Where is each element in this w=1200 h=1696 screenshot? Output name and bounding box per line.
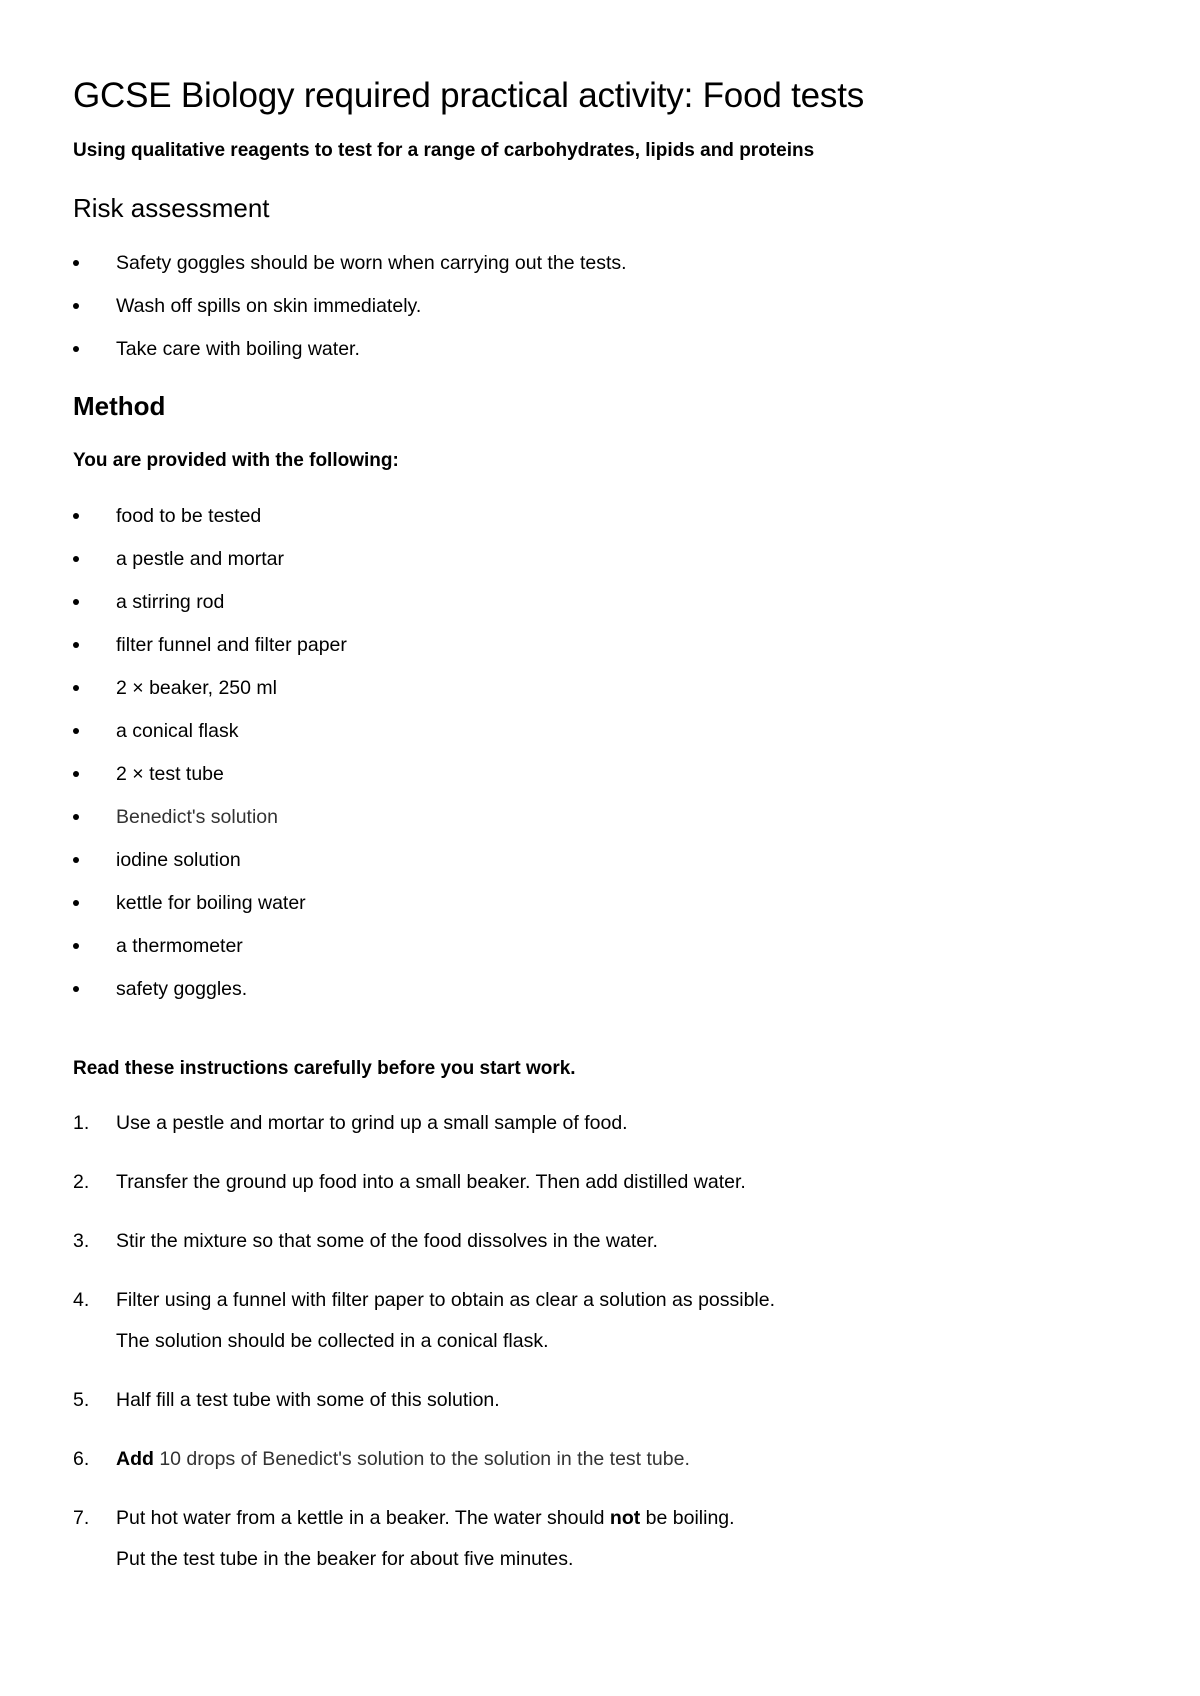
list-item xyxy=(73,847,1133,873)
bullet-icon xyxy=(73,556,79,562)
step-emphasis: Add xyxy=(116,1448,154,1470)
bullet-icon xyxy=(73,900,79,906)
list-item-text: a thermometer xyxy=(116,935,243,957)
risk-assessment-list xyxy=(73,250,1133,362)
step-text: Transfer the ground up food into a small beaker. Then add distilled water. xyxy=(116,1171,746,1193)
list-item xyxy=(73,976,1133,1002)
step-number: 2. xyxy=(73,1171,90,1193)
step-number: 5. xyxy=(73,1389,90,1411)
step-item xyxy=(73,1387,1133,1413)
list-item-text: 2 × beaker, 250 ml xyxy=(116,677,277,699)
step-number: 4. xyxy=(73,1289,90,1311)
instructions-heading: Read these instructions carefully before you start work. xyxy=(73,1058,576,1079)
list-item xyxy=(73,589,1133,615)
step-number: 7. xyxy=(73,1507,90,1529)
bullet-icon xyxy=(73,814,79,820)
step-number: 3. xyxy=(73,1230,90,1252)
list-item-text: iodine solution xyxy=(116,849,241,871)
document-title: GCSE Biology required practical activity: Food tests xyxy=(73,76,865,115)
step-item xyxy=(73,1110,1133,1136)
list-item-text: 2 × test tube xyxy=(116,763,224,785)
step-text-continued: Put the test tube in the beaker for about five minutes. xyxy=(116,1548,574,1570)
list-item-text: kettle for boiling water xyxy=(116,892,306,914)
step-item xyxy=(73,1505,1133,1572)
list-item xyxy=(73,933,1133,959)
list-item xyxy=(73,804,1133,830)
step-text: Put hot water from a kettle in a beaker. The water should xyxy=(116,1507,610,1529)
equipment-list xyxy=(73,503,1133,1002)
document-page xyxy=(73,72,1133,1605)
bullet-icon xyxy=(73,513,79,519)
bullet-icon xyxy=(73,346,79,352)
list-item xyxy=(73,250,1133,276)
bullet-icon xyxy=(73,728,79,734)
bullet-icon xyxy=(73,260,79,266)
list-item-text: Wash off spills on skin immediately. xyxy=(116,295,422,317)
list-item xyxy=(73,675,1133,701)
bullet-icon xyxy=(73,303,79,309)
document-subtitle: Using qualitative reagents to test for a range of carbohydrates, lipids and proteins xyxy=(73,140,815,161)
step-emphasis: not xyxy=(609,1507,641,1529)
list-item xyxy=(73,546,1133,572)
step-text: 10 drops of Benedict's solution to the solution in the test tube. xyxy=(153,1448,690,1470)
list-item-text: Take care with boiling water. xyxy=(116,338,360,360)
instructions-list xyxy=(73,1110,1133,1572)
bullet-icon xyxy=(73,599,79,605)
step-text: Filter using a funnel with filter paper to obtain as clear a solution as possible. xyxy=(116,1289,776,1311)
list-item xyxy=(73,336,1133,362)
bullet-icon xyxy=(73,685,79,691)
list-item xyxy=(73,293,1133,319)
provided-heading: You are provided with the following: xyxy=(73,450,399,471)
list-item-text: a stirring rod xyxy=(116,591,225,613)
list-item-text: food to be tested xyxy=(116,505,262,527)
list-item-text: Benedict's solution xyxy=(116,806,278,828)
step-text: Half fill a test tube with some of this solution. xyxy=(116,1389,500,1411)
risk-assessment-heading: Risk assessment xyxy=(73,193,270,223)
step-text: Use a pestle and mortar to grind up a small sample of food. xyxy=(116,1112,628,1134)
step-text-continued: The solution should be collected in a conical flask. xyxy=(116,1330,549,1352)
list-item xyxy=(73,890,1133,916)
list-item xyxy=(73,718,1133,744)
bullet-icon xyxy=(73,943,79,949)
method-heading: Method xyxy=(73,391,166,421)
list-item-text: Safety goggles should be worn when carrying out the tests. xyxy=(116,252,627,274)
list-item xyxy=(73,503,1133,529)
step-number: 6. xyxy=(73,1448,90,1470)
step-item xyxy=(73,1169,1133,1195)
step-item xyxy=(73,1287,1133,1354)
bullet-icon xyxy=(73,642,79,648)
step-item xyxy=(73,1228,1133,1254)
step-number: 1. xyxy=(73,1112,90,1134)
step-text-after: be boiling. xyxy=(640,1507,735,1529)
bullet-icon xyxy=(73,857,79,863)
step-text: Stir the mixture so that some of the food dissolves in the water. xyxy=(116,1230,658,1252)
bullet-icon xyxy=(73,771,79,777)
bullet-icon xyxy=(73,986,79,992)
list-item xyxy=(73,761,1133,787)
step-item xyxy=(73,1446,1133,1472)
list-item-text: safety goggles. xyxy=(116,978,248,1000)
list-item-text: a pestle and mortar xyxy=(116,548,285,570)
list-item-text: filter funnel and filter paper xyxy=(116,634,347,656)
list-item xyxy=(73,632,1133,658)
list-item-text: a conical flask xyxy=(116,720,239,742)
